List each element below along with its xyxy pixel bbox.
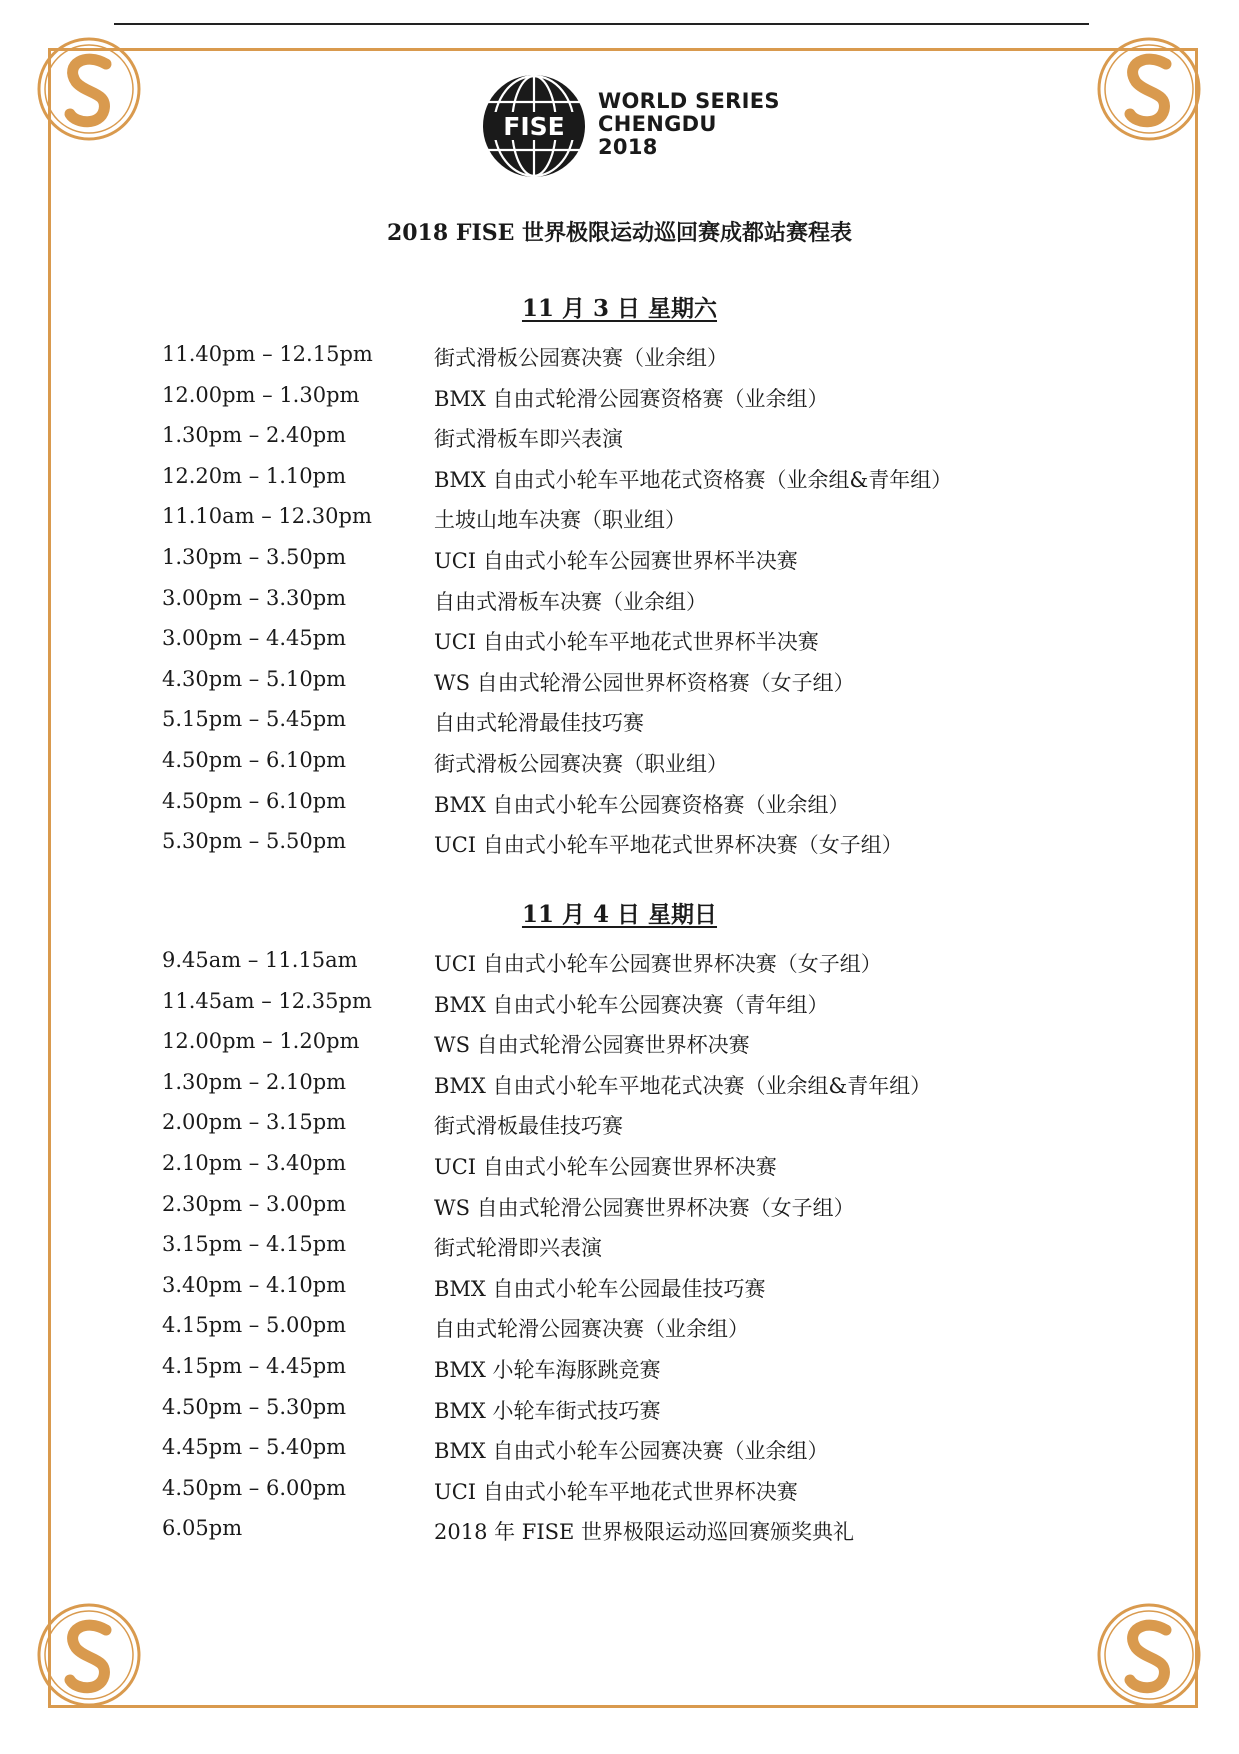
corner-s-ornament-icon (1094, 1600, 1204, 1710)
event-time: 11.40pm – 12.15pm (162, 342, 373, 366)
event-name: 街式滑板公园赛决赛（职业组） (434, 752, 728, 776)
event-time: 12.00pm – 1.20pm (162, 1029, 360, 1053)
event-time: 1.30pm – 2.40pm (162, 423, 347, 447)
event-name: 土坡山地车决赛（职业组） (434, 508, 686, 532)
event-time: 1.30pm – 2.10pm (162, 1070, 347, 1094)
event-name: 自由式轮滑公园赛决赛（业余组） (434, 1317, 749, 1341)
globe-logo-icon (480, 72, 588, 180)
event-time: 4.45pm – 5.40pm (162, 1435, 347, 1459)
event-name: 街式轮滑即兴表演 (434, 1236, 602, 1260)
logo-mark-text: FISE (503, 112, 565, 141)
event-name: UCI 自由式小轮车平地花式世界杯半决赛 (434, 630, 819, 654)
event-name: BMX 小轮车街式技巧赛 (434, 1399, 661, 1423)
event-time: 4.50pm – 5.30pm (162, 1395, 347, 1419)
event-name: BMX 小轮车海豚跳竞赛 (434, 1358, 661, 1382)
event-name: WS 自由式轮滑公园赛世界杯决赛 (434, 1033, 750, 1057)
event-name: BMX 自由式小轮车平地花式决赛（业余组&青年组） (434, 1074, 932, 1098)
event-name: BMX 自由式小轮车公园赛决赛（青年组） (434, 993, 829, 1017)
event-name: 街式滑板公园赛决赛（业余组） (434, 346, 728, 370)
logo-line-3: 2018 (598, 135, 658, 159)
event-name: UCI 自由式小轮车公园赛世界杯决赛 (434, 1155, 777, 1179)
corner-s-ornament-icon (34, 34, 144, 144)
event-time: 2.10pm – 3.40pm (162, 1151, 347, 1175)
event-time: 4.15pm – 4.45pm (162, 1354, 347, 1378)
event-name: WS 自由式轮滑公园赛世界杯决赛（女子组） (434, 1196, 855, 1220)
corner-s-ornament-icon (34, 1600, 144, 1710)
event-time: 4.50pm – 6.10pm (162, 789, 347, 813)
top-rule (114, 23, 1089, 25)
event-time: 1.30pm – 3.50pm (162, 545, 347, 569)
day-heading: 11 月 4 日 星期日 (521, 901, 718, 928)
event-time: 4.50pm – 6.10pm (162, 748, 347, 772)
logo-line-1: WORLD SERIES (598, 89, 780, 113)
event-name: UCI 自由式小轮车平地花式世界杯决赛 (434, 1480, 798, 1504)
event-name: BMX 自由式轮滑公园赛资格赛（业余组） (434, 387, 829, 411)
event-time: 12.00pm – 1.30pm (162, 383, 360, 407)
event-name: WS 自由式轮滑公园世界杯资格赛（女子组） (434, 671, 855, 695)
event-name: BMX 自由式小轮车平地花式资格赛（业余组&青年组） (434, 468, 953, 492)
event-time: 3.40pm – 4.10pm (162, 1273, 347, 1297)
event-time: 4.50pm – 6.00pm (162, 1476, 347, 1500)
event-time: 2.30pm – 3.00pm (162, 1192, 347, 1216)
event-time: 11.10am – 12.30pm (162, 504, 372, 528)
event-name: BMX 自由式小轮车公园最佳技巧赛 (434, 1277, 766, 1301)
event-time: 4.30pm – 5.10pm (162, 667, 347, 691)
logo-line-2: CHENGDU (598, 112, 717, 136)
event-time: 3.00pm – 4.45pm (162, 626, 347, 650)
event-time: 4.15pm – 5.00pm (162, 1313, 347, 1337)
event-time: 3.15pm – 4.15pm (162, 1232, 347, 1256)
event-time: 9.45am – 11.15am (162, 948, 358, 972)
event-name: UCI 自由式小轮车公园赛世界杯决赛（女子组） (434, 952, 882, 976)
event-time: 5.15pm – 5.45pm (162, 707, 347, 731)
event-name: UCI 自由式小轮车平地花式世界杯决赛（女子组） (434, 833, 903, 857)
event-name: 自由式滑板车决赛（业余组） (434, 590, 707, 614)
event-name: 自由式轮滑最佳技巧赛 (434, 711, 644, 735)
event-time: 2.00pm – 3.15pm (162, 1110, 347, 1134)
event-name: 街式滑板车即兴表演 (434, 427, 623, 451)
corner-s-ornament-icon (1094, 34, 1204, 144)
document-title: 2018 FISE 世界极限运动巡回赛成都站赛程表 (386, 220, 853, 246)
event-name: UCI 自由式小轮车公园赛世界杯半决赛 (434, 549, 798, 573)
event-time: 12.20m – 1.10pm (162, 464, 346, 488)
event-name: BMX 自由式小轮车公园赛决赛（业余组） (434, 1439, 829, 1463)
fise-logo (480, 72, 780, 182)
event-time: 6.05pm (162, 1516, 243, 1540)
event-name: 街式滑板最佳技巧赛 (434, 1114, 623, 1138)
event-time: 5.30pm – 5.50pm (162, 829, 347, 853)
day-heading: 11 月 3 日 星期六 (521, 295, 718, 322)
event-time: 3.00pm – 3.30pm (162, 586, 347, 610)
event-name: BMX 自由式小轮车公园赛资格赛（业余组） (434, 793, 850, 817)
event-name: 2018 年 FISE 世界极限运动巡回赛颁奖典礼 (434, 1520, 855, 1544)
logo-wordmark (598, 90, 780, 159)
event-time: 11.45am – 12.35pm (162, 989, 372, 1013)
